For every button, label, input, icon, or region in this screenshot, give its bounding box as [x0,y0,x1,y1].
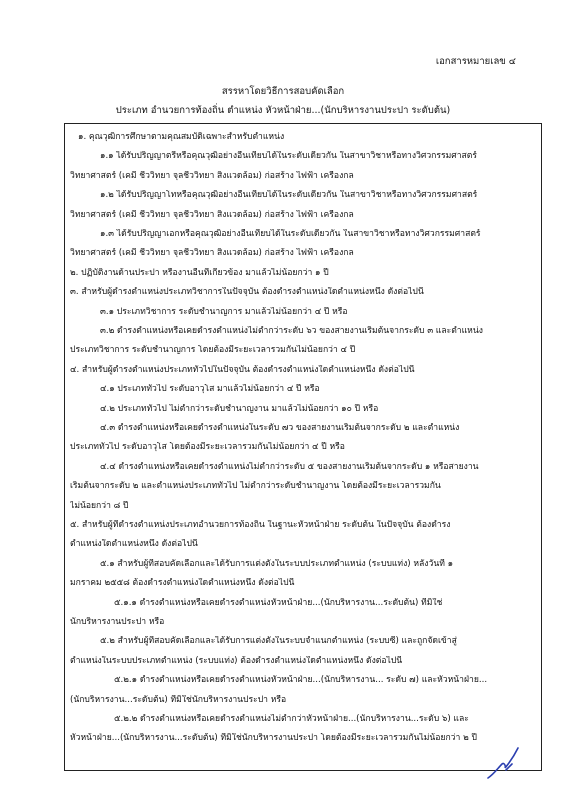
qualification-line: ๔.๔ ดำรงตำแหน่งหรือเคยดำรงตำแหน่งไม่ต่ำกว่าระดับ ๕ ของสายงานเริ่มต้นจากระดับ ๑ หรือสายงาน [100,461,479,472]
qualification-line: ๔.๑ ประเภททั่วไป ระดับอาวุโส มาแล้วไม่น้อยกว่า ๔ ปี หรือ [100,384,320,395]
qualification-line: ตำแหน่งในระบบประเภทตำแหน่ง (ระบบแท่ง) ต้องดำรงตำแหน่งใดตำแหน่งหนึ่ง ดังต่อไปนี้ [70,655,403,666]
qualification-line: ๔.๒ ประเภททั่วไป ไม่ต่ำกว่าระดับชำนาญงาน มาแล้วไม่น้อยกว่า ๑๐ ปี หรือ [100,403,379,414]
qualification-line: ๑. คุณวุฒิการศึกษาตามคุณสมบัติเฉพาะสำหรับตำแหน่ง [78,132,285,142]
signature-mark [484,740,524,782]
qualification-line: ๓.๑ ประเภทวิชาการ ระดับชำนาญการ มาแล้วไม่น้อยกว่า ๔ ปี หรือ [100,306,348,317]
qualification-line: นักบริหารงานประปา หรือ [70,617,165,627]
qualification-line: ๔. สำหรับผู้ดำรงตำแหน่งประเภททั่วไปในปัจจุบัน ต้องดำรงตำแหน่งใดตำแหน่งหนึ่ง ดังต่อไปนี้ [70,364,415,375]
qualification-line: วิทยาศาสตร์ (เคมี ชีววิทยา จุลชีววิทยา สิ่งแวดล้อม) ก่อสร้าง ไฟฟ้า เครื่องกล [70,209,354,220]
qualification-line: ๓. สำหรับผู้ดำรงตำแหน่งประเภทวิชาการในปัจจุบัน ต้องดำรงตำแหน่งใดตำแหน่งหนึ่ง ดังต่อไปนี้ [70,287,424,298]
qualification-line: หัวหน้าฝ่าย...(นักบริหารงาน...ระดับต้น) ที่มิใช่นักบริหารงานประปา โดยต้องมีระยะเวลารวมกันไม่น้อยกว่า ๒ ปี [70,733,477,744]
qualification-line: ๕.๒ สำหรับผู้ที่สอบคัดเลือกและได้รับการแต่งตั้งในระบบจำแนกตำแหน่ง (ระบบซี) และถูกจัดเข้าสู่ [100,636,457,647]
qualification-line: ตำแหน่งใดตำแหน่งหนึ่ง ดังต่อไปนี้ [70,539,198,550]
qualification-line: วิทยาศาสตร์ (เคมี ชีววิทยา จุลชีววิทยา สิ่งแวดล้อม) ก่อสร้าง ไฟฟ้า เครื่องกล [70,170,354,181]
qualification-line: (นักบริหารงาน...ระดับต้น) ที่มิใช่นักบริหารงานประปา หรือ [70,694,287,705]
qualification-line: ๕. สำหรับผู้ที่ดำรงตำแหน่งประเภทอำนวยการท้องถิ่น ในฐานะหัวหน้าฝ่าย ระดับต้น ในปัจจุบัน ต้องดำรง [70,520,451,530]
qualification-line: ๑.๒ ได้รับปริญญาโทหรือคุณวุฒิอย่างอื่นเทียบได้ในระดับเดียวกัน ในสาขาวิชาหรือทางวิศวกรรมศาสตร์ [100,190,478,201]
qualification-line: ๑.๑ ได้รับปริญญาตรีหรือคุณวุฒิอย่างอื่นเทียบได้ในระดับเดียวกัน ในสาขาวิชาหรือทางวิศวกรรมศาสตร์ [100,151,477,162]
qualification-line: เริ่มต้นจากระดับ ๒ และตำแหน่งประเภททั่วไป ไม่ต่ำกว่าระดับชำนาญงาน โดยต้องมีระยะเวลารวมกัน [70,481,441,492]
document-subtitle: ประเภท อำนวยการท้องถิ่น ตำแหน่ง หัวหน้าฝ่าย...(นักบริหารงานประปา ระดับต้น) [115,105,451,116]
qualification-line: ประเภททั่วไป ระดับอาวุโส โดยต้องมีระยะเวลารวมกันไม่น้อยกว่า ๔ ปี หรือ [70,442,345,453]
qualification-line: ๕.๑.๑ ดำรงตำแหน่งหรือเคยดำรงตำแหน่งหัวหน้าฝ่าย...(นักบริหารงาน...ระดับต้น) ที่มิใช่ [114,597,443,608]
qualification-line: ๒. ปฏิบัติงานด้านประปา หรืองานอื่นที่เกี่ยวข้อง มาแล้วไม่น้อยกว่า ๑ ปี [70,267,329,278]
qualification-line: ประเภทวิชาการ ระดับชำนาญการ โดยต้องมีระยะเวลารวมกันไม่น้อยกว่า ๔ ปี [70,345,356,356]
qualification-line: ๕.๒.๒ ดำรงตำแหน่งหรือเคยดำรงตำแหน่งไม่ต่ำกว่าหัวหน้าฝ่าย...(นักบริหารงาน...ระดับ ๖) และ [114,714,469,724]
qualification-line: วิทยาศาสตร์ (เคมี ชีววิทยา จุลชีววิทยา สิ่งแวดล้อม) ก่อสร้าง ไฟฟ้า เครื่องกล [70,248,354,259]
document-title: สรรหาโดยวิธีการสอบคัดเลือก [221,86,345,97]
qualification-line: ๔.๓ ดำรงตำแหน่งหรือเคยดำรงตำแหน่งในระดับ ๗ว ของสายงานเริ่มต้นจากระดับ ๒ และตำแหน่ง [100,423,460,433]
qualification-line: ไม่น้อยกว่า ๘ ปี [70,500,129,511]
qualification-line: ๕.๑ สำหรับผู้ที่สอบคัดเลือกและได้รับการแต่งตั้งในระบบประเภทตำแหน่ง (ระบบแท่ง) หลังวันที่ ๑ [100,558,454,569]
qualification-line: ๓.๒ ดำรงตำแหน่งหรือเคยดำรงตำแหน่งไม่ต่ำกว่าระดับ ๖ว ของสายงานเริ่มต้นจากระดับ ๓ และตำแหน่ง [100,326,483,336]
qualification-line: ๕.๒.๑ ดำรงตำแหน่งหรือเคยดำรงตำแหน่งหัวหน้าฝ่าย...(นักบริหารงาน... ระดับ ๗) และหัวหน้าฝ่าย... [114,675,488,686]
qualification-line: มกราคม ๒๕๕๘ ต้องดำรงตำแหน่งใดตำแหน่งหนึ่ง ดังต่อไปนี้ [70,578,295,589]
document-number: เอกสารหมายเลข ๔ [435,56,516,67]
qualification-line: ๑.๓ ได้รับปริญญาเอกหรือคุณวุฒิอย่างอื่นเทียบได้ในระดับเดียวกัน ในสาขาวิชาหรือทางวิศวกรรมศาสตร์ [100,229,481,239]
